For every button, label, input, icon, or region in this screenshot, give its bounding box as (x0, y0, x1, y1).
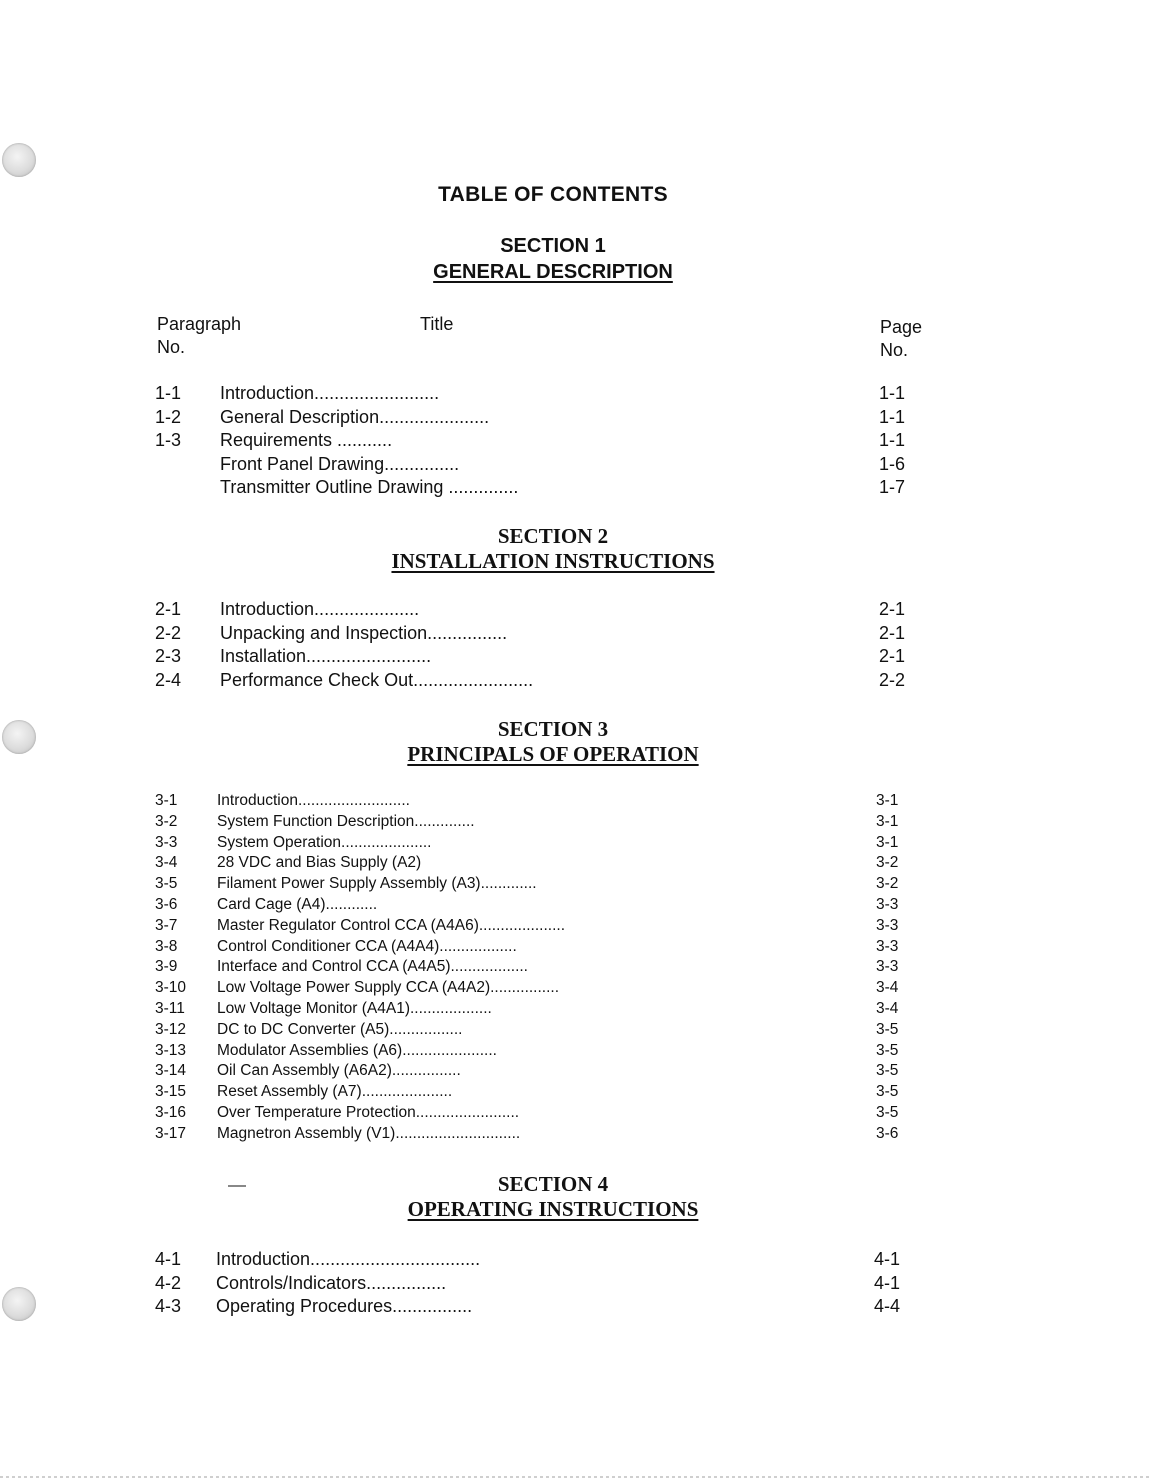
list-item: 1-2 General Description...................... 1-1 (155, 406, 906, 427)
list-item: 2-2 Unpacking and Inspection................ 2-1 (155, 622, 906, 643)
list-item: 3-7 Master Regulator Control CCA (A4A6).................... 3-3 (155, 916, 899, 934)
list-item: 2-4 Performance Check Out........................ 2-2 (155, 669, 906, 690)
section-1-entries (0, 382, 1151, 500)
list-item: 4-2 Controls/Indicators................ 4-1 (155, 1272, 901, 1293)
list-item: 3-17 Magnetron Assembly (V1)............................. 3-6 (155, 1124, 899, 1142)
section-4-heading (0, 1172, 1106, 1222)
list-item: 2-1 Introduction..................... 2-1 (155, 599, 906, 619)
section-3-heading (0, 717, 1106, 767)
list-item: 3-4 28 VDC and Bias Supply (A2) 3-2 (155, 854, 899, 872)
section-4-number: SECTION 4 (497, 1172, 609, 1196)
list-item: 3-3 System Operation..................... 3-1 (155, 833, 899, 851)
column-header-title: Title (420, 314, 454, 334)
list-item: 2-3 Installation......................... 2-1 (155, 646, 906, 666)
list-item: 3-11 Low Voltage Monitor (A4A1)................... 3-4 (155, 999, 899, 1017)
list-item: 3-6 Card Cage (A4)............ 3-3 (155, 895, 899, 913)
section-1-number: SECTION 1 (500, 235, 606, 257)
column-header-page: Page No. (880, 317, 923, 360)
list-item: 1-3 Requirements ........... 1-1 (155, 430, 906, 450)
section-2-name: INSTALLATION INSTRUCTIONS (391, 549, 715, 573)
list-item: 3-2 System Function Description.............. 3-1 (155, 812, 899, 830)
list-item: 3-13 Modulator Assemblies (A6)...................... 3-5 (155, 1041, 899, 1059)
section-4-name: OPERATING INSTRUCTIONS (407, 1197, 699, 1221)
column-header-paragraph: Paragraph No. (157, 314, 242, 357)
section-3-entries (0, 791, 1151, 1145)
section-2-entries (0, 598, 1151, 692)
list-item: 3-9 Interface and Control CCA (A4A5).................. 3-3 (155, 958, 899, 976)
list-item: Transmitter Outline Drawing .............. 1-7 (220, 477, 906, 497)
list-item: 3-1 Introduction.......................... 3-1 (155, 792, 899, 809)
list-item: 4-3 Operating Procedures................ 4-4 (155, 1296, 901, 1316)
section-2-number: SECTION 2 (497, 524, 609, 548)
list-item: 3-15 Reset Assembly (A7)..................... 3-5 (155, 1083, 899, 1101)
list-item: 3-12 DC to DC Converter (A5)................. 3-5 (155, 1020, 899, 1038)
section-3-number: SECTION 3 (497, 717, 609, 741)
section-3-name: PRINCIPALS OF OPERATION (407, 742, 699, 766)
list-item: 3-8 Control Conditioner CCA (A4A4).................. 3-3 (155, 937, 899, 955)
list-item: 4-1 Introduction.................................. 4-1 (155, 1249, 901, 1269)
list-item: 3-10 Low Voltage Power Supply CCA (A4A2)................ 3-4 (155, 979, 899, 997)
list-item: 3-5 Filament Power Supply Assembly (A3)............. 3-2 (155, 875, 899, 893)
list-item: 3-16 Over Temperature Protection........................ 3-5 (155, 1103, 899, 1121)
section-2-heading (0, 524, 1106, 574)
section-1-name: GENERAL DESCRIPTION (433, 261, 673, 283)
list-item: 1-1 Introduction......................... 1-1 (155, 383, 906, 403)
section-1-heading (0, 233, 1106, 285)
punch-hole-top (2, 143, 36, 177)
list-item: 3-14 Oil Can Assembly (A6A2)................ 3-5 (155, 1062, 899, 1080)
page-title: TABLE OF CONTENTS (438, 183, 668, 206)
list-item: Front Panel Drawing............... 1-6 (220, 453, 906, 474)
section-4-entries (0, 1248, 1151, 1319)
scan-edge-line (0, 1476, 1151, 1478)
